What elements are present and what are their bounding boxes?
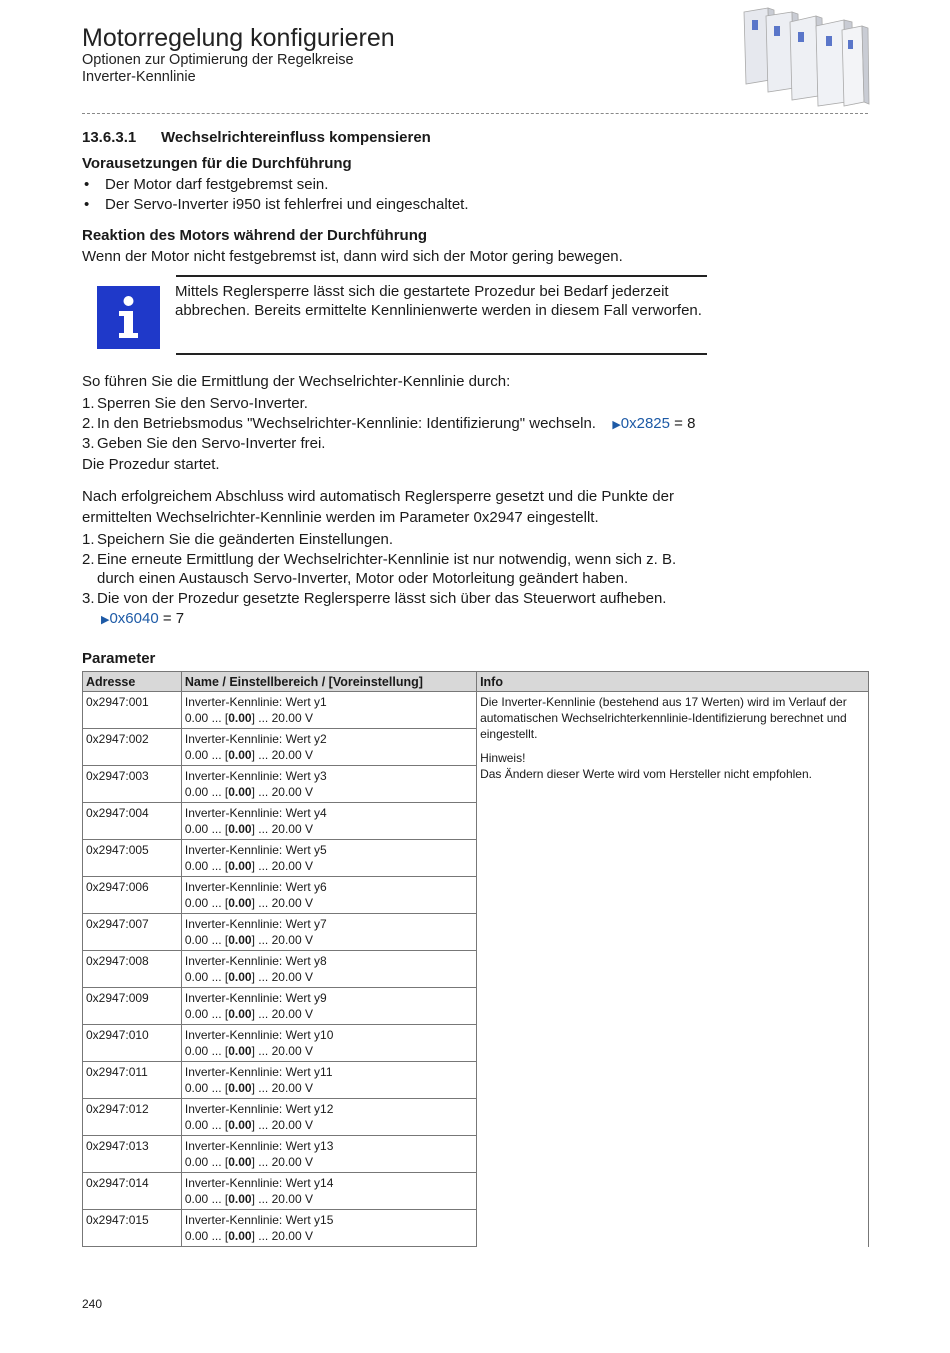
- info-text-line: automatischen Wechselrichterkennlinie-Identifizierung berechnet und: [480, 711, 847, 725]
- range-prefix: 0.00 ... [: [184, 1081, 229, 1095]
- header-divider: [82, 113, 868, 114]
- prerequisite-item-1: Der Motor darf festgebremst sein.: [105, 176, 329, 193]
- parameter-name: Inverter-Kennlinie: Wert y3: [184, 769, 327, 783]
- info-box-top-rule: [176, 275, 707, 277]
- link-arrow-icon: ▶: [101, 614, 110, 626]
- parameter-range: [185, 1117, 473, 1133]
- parameter-range: [185, 858, 473, 874]
- bullet-dot: •: [84, 176, 90, 193]
- range-prefix: 0.00 ... [: [184, 970, 229, 984]
- parameter-name-cell: [181, 988, 476, 1025]
- parameter-address: 0x2947:007: [83, 914, 182, 951]
- range-suffix: ] ... 20.00 V: [251, 1007, 313, 1021]
- parameter-address: 0x2947:010: [83, 1025, 182, 1062]
- range-default: 0.00: [228, 1044, 252, 1058]
- parameter-name-cell: [181, 766, 476, 803]
- parameter-link-0x2825[interactable]: 0x2825: [620, 415, 670, 432]
- range-default: 0.00: [228, 1007, 252, 1021]
- info-box-line-1: Mittels Reglersperre lässt sich die gestartete Prozedur bei Bedarf jederzeit: [175, 283, 669, 300]
- range-suffix: ] ... 20.00 V: [251, 1192, 313, 1206]
- step-number: 2.: [82, 551, 95, 568]
- range-default: 0.00: [228, 1192, 252, 1206]
- parameter-name: Inverter-Kennlinie: Wert y12: [184, 1102, 334, 1116]
- range-suffix: ] ... 20.00 V: [251, 785, 313, 799]
- range-suffix: ] ... 20.00 V: [251, 896, 313, 910]
- completion-step-1: Speichern Sie die geänderten Einstellungen.: [97, 531, 394, 548]
- range-default: 0.00: [228, 711, 252, 725]
- step-number: 1.: [82, 395, 95, 412]
- range-prefix: 0.00 ... [: [184, 711, 229, 725]
- range-suffix: ] ... 20.00 V: [251, 970, 313, 984]
- completion-step-2-line-1: Eine erneute Ermittlung der Wechselrichter-Kennlinie ist nur notwendig, wenn sich z. B.: [97, 551, 677, 568]
- range-default: 0.00: [228, 748, 252, 762]
- parameter-range: [185, 747, 473, 763]
- procedure-result: Die Prozedur startet.: [82, 456, 220, 473]
- range-suffix: ] ... 20.00 V: [251, 1118, 313, 1132]
- parameter-address: 0x2947:011: [83, 1062, 182, 1099]
- parameter-range: [185, 895, 473, 911]
- parameter-name: Inverter-Kennlinie: Wert y14: [184, 1176, 334, 1190]
- range-prefix: 0.00 ... [: [184, 1118, 229, 1132]
- parameter-name-cell: [181, 877, 476, 914]
- parameter-name: Inverter-Kennlinie: Wert y10: [184, 1028, 334, 1042]
- completion-step-3-suffix: = 7: [158, 610, 185, 627]
- info-note-text: Das Ändern dieser Werte wird vom Hersteller nicht empfohlen.: [480, 767, 812, 781]
- parameter-address: 0x2947:003: [83, 766, 182, 803]
- parameter-range: [185, 821, 473, 837]
- parameter-name: Inverter-Kennlinie: Wert y5: [184, 843, 327, 857]
- range-default: 0.00: [228, 859, 252, 873]
- parameter-name: Inverter-Kennlinie: Wert y6: [184, 880, 327, 894]
- parameter-name-cell: [181, 951, 476, 988]
- range-default: 0.00: [228, 1155, 252, 1169]
- range-prefix: 0.00 ... [: [184, 1007, 229, 1021]
- parameter-address: 0x2947:009: [83, 988, 182, 1025]
- parameter-range: [185, 969, 473, 985]
- section-title: Wechselrichtereinfluss kompensieren: [161, 129, 431, 146]
- parameter-name: Inverter-Kennlinie: Wert y11: [184, 1065, 333, 1079]
- range-default: 0.00: [228, 785, 252, 799]
- parameter-name-cell: [181, 1173, 476, 1210]
- range-suffix: ] ... 20.00 V: [251, 1081, 313, 1095]
- page-number: 240: [82, 1297, 103, 1311]
- bullet-dot: •: [84, 196, 90, 213]
- parameter-address: 0x2947:013: [83, 1136, 182, 1173]
- section-number: 13.6.3.1: [82, 129, 137, 146]
- prerequisite-item-2: Der Servo-Inverter i950 ist fehlerfrei und eingeschaltet.: [105, 196, 469, 213]
- parameter-range: [185, 1228, 473, 1244]
- range-prefix: 0.00 ... [: [184, 1229, 229, 1243]
- procedure-intro: So führen Sie die Ermittlung der Wechselrichter-Kennlinie durch:: [82, 373, 511, 390]
- info-box-bottom-rule: [176, 353, 707, 355]
- info-text-line: Die Inverter-Kennlinie (bestehend aus 17 Werten) wird im Verlauf der: [480, 695, 847, 709]
- parameter-address: 0x2947:012: [83, 1099, 182, 1136]
- parameter-range: [185, 784, 473, 800]
- range-suffix: ] ... 20.00 V: [251, 1229, 313, 1243]
- range-suffix: ] ... 20.00 V: [251, 748, 313, 762]
- parameter-address: 0x2947:006: [83, 877, 182, 914]
- reaction-text: Wenn der Motor nicht festgebremst ist, dann wird sich der Motor gering bewegen.: [82, 248, 623, 265]
- parameter-name-cell: [181, 1210, 476, 1247]
- range-prefix: 0.00 ... [: [184, 1044, 229, 1058]
- parameter-info: [477, 692, 869, 1247]
- info-icon: [97, 286, 160, 349]
- range-suffix: ] ... 20.00 V: [251, 859, 313, 873]
- parameter-name: Inverter-Kennlinie: Wert y7: [184, 917, 327, 931]
- info-spacer: [480, 742, 865, 750]
- parameter-address: 0x2947:004: [83, 803, 182, 840]
- parameter-table: [82, 671, 869, 1247]
- range-default: 0.00: [228, 1229, 252, 1243]
- range-prefix: 0.00 ... [: [184, 785, 229, 799]
- parameter-name: Inverter-Kennlinie: Wert y8: [184, 954, 327, 968]
- reaction-heading: Reaktion des Motors während der Durchführung: [82, 227, 428, 244]
- parameter-name: Inverter-Kennlinie: Wert y13: [184, 1139, 334, 1153]
- parameter-name: Inverter-Kennlinie: Wert y4: [184, 806, 327, 820]
- completion-line-2: ermittelten Wechselrichter-Kennlinie werden im Parameter 0x2947 eingestellt.: [82, 509, 599, 526]
- procedure-step-2-suffix: = 8: [670, 415, 696, 432]
- step-number: 3.: [82, 435, 95, 452]
- range-suffix: ] ... 20.00 V: [251, 711, 313, 725]
- parameter-name-cell: [181, 1062, 476, 1099]
- completion-step-2-line-2: durch einen Austausch Servo-Inverter, Motor oder Motorleitung geändert haben.: [97, 570, 629, 587]
- parameter-address: 0x2947:002: [83, 729, 182, 766]
- parameter-range: [185, 1006, 473, 1022]
- step-number: 2.: [82, 415, 95, 432]
- range-default: 0.00: [228, 1118, 252, 1132]
- table-row: [83, 692, 869, 729]
- parameter-name-cell: [181, 840, 476, 877]
- parameter-name-cell: [181, 729, 476, 766]
- range-prefix: 0.00 ... [: [184, 933, 229, 947]
- parameter-name: Inverter-Kennlinie: Wert y2: [184, 732, 327, 746]
- range-prefix: 0.00 ... [: [184, 896, 229, 910]
- column-header-address: Adresse: [83, 672, 182, 692]
- link-arrow-icon: ▶: [612, 419, 621, 431]
- range-default: 0.00: [228, 933, 252, 947]
- range-suffix: ] ... 20.00 V: [251, 933, 313, 947]
- parameter-address: 0x2947:005: [83, 840, 182, 877]
- parameter-name: Inverter-Kennlinie: Wert y1: [184, 695, 327, 709]
- completion-step-3: Die von der Prozedur gesetzte Reglersperre lässt sich über das Steuerwort aufheben.: [97, 590, 667, 607]
- parameter-name-cell: [181, 692, 476, 729]
- parameter-name-cell: [181, 1025, 476, 1062]
- info-text-line: eingestellt.: [480, 727, 538, 741]
- range-prefix: 0.00 ... [: [184, 859, 229, 873]
- range-prefix: 0.00 ... [: [184, 1155, 229, 1169]
- parameter-range: [185, 710, 473, 726]
- column-header-name: Name / Einstellbereich / [Voreinstellung]: [181, 672, 476, 692]
- procedure-step-3: Geben Sie den Servo-Inverter frei.: [97, 435, 326, 452]
- table-right-border: [868, 1200, 869, 1237]
- range-default: 0.00: [228, 822, 252, 836]
- parameter-address: 0x2947:001: [83, 692, 182, 729]
- parameter-range: [185, 932, 473, 948]
- parameter-name: Inverter-Kennlinie: Wert y15: [184, 1213, 334, 1227]
- range-default: 0.00: [228, 970, 252, 984]
- procedure-step-2: [97, 414, 695, 435]
- page-title: Motorregelung konfigurieren: [82, 24, 395, 52]
- parameter-range: [185, 1043, 473, 1059]
- procedure-step-1: Sperren Sie den Servo-Inverter.: [97, 395, 308, 412]
- range-default: 0.00: [228, 896, 252, 910]
- parameter-address: 0x2947:015: [83, 1210, 182, 1247]
- parameter-name: Inverter-Kennlinie: Wert y9: [184, 991, 327, 1005]
- parameter-name-cell: [181, 1136, 476, 1173]
- table-header-row: [83, 672, 869, 692]
- range-default: 0.00: [228, 1081, 252, 1095]
- parameter-link-0x6040[interactable]: 0x6040: [109, 610, 159, 627]
- info-box-line-2: abbrechen. Bereits ermittelte Kennlinienwerte werden in diesem Fall verworfen.: [175, 302, 702, 319]
- range-suffix: ] ... 20.00 V: [251, 822, 313, 836]
- parameter-address: 0x2947:014: [83, 1173, 182, 1210]
- info-note-title: Hinweis!: [480, 751, 526, 765]
- column-header-info: Info: [477, 672, 869, 692]
- prerequisites-heading: Vorausetzungen für die Durchführung: [82, 155, 352, 172]
- completion-step-3-link-row: [101, 609, 184, 630]
- parameter-range: [185, 1154, 473, 1170]
- range-suffix: ] ... 20.00 V: [251, 1044, 313, 1058]
- step-number: 3.: [82, 590, 95, 607]
- procedure-step-2-text: In den Betriebsmodus "Wechselrichter-Kennlinie: Identifizierung" wechseln.: [97, 415, 596, 432]
- range-prefix: 0.00 ... [: [184, 1192, 229, 1206]
- page-subtitle-chapter: Optionen zur Optimierung der Regelkreise: [82, 52, 354, 68]
- page-subtitle-section: Inverter-Kennlinie: [82, 69, 196, 85]
- parameter-range: [185, 1080, 473, 1096]
- parameter-name-cell: [181, 803, 476, 840]
- parameter-name-cell: [181, 1099, 476, 1136]
- completion-line-1: Nach erfolgreichem Abschluss wird automatisch Reglersperre gesetzt und die Punkte der: [82, 488, 674, 505]
- step-number: 1.: [82, 531, 95, 548]
- parameter-range: [185, 1191, 473, 1207]
- range-suffix: ] ... 20.00 V: [251, 1155, 313, 1169]
- parameter-address: 0x2947:008: [83, 951, 182, 988]
- parameter-name-cell: [181, 914, 476, 951]
- range-prefix: 0.00 ... [: [184, 822, 229, 836]
- range-prefix: 0.00 ... [: [184, 748, 229, 762]
- parameter-heading: Parameter: [82, 650, 156, 667]
- product-image: [740, 4, 870, 108]
